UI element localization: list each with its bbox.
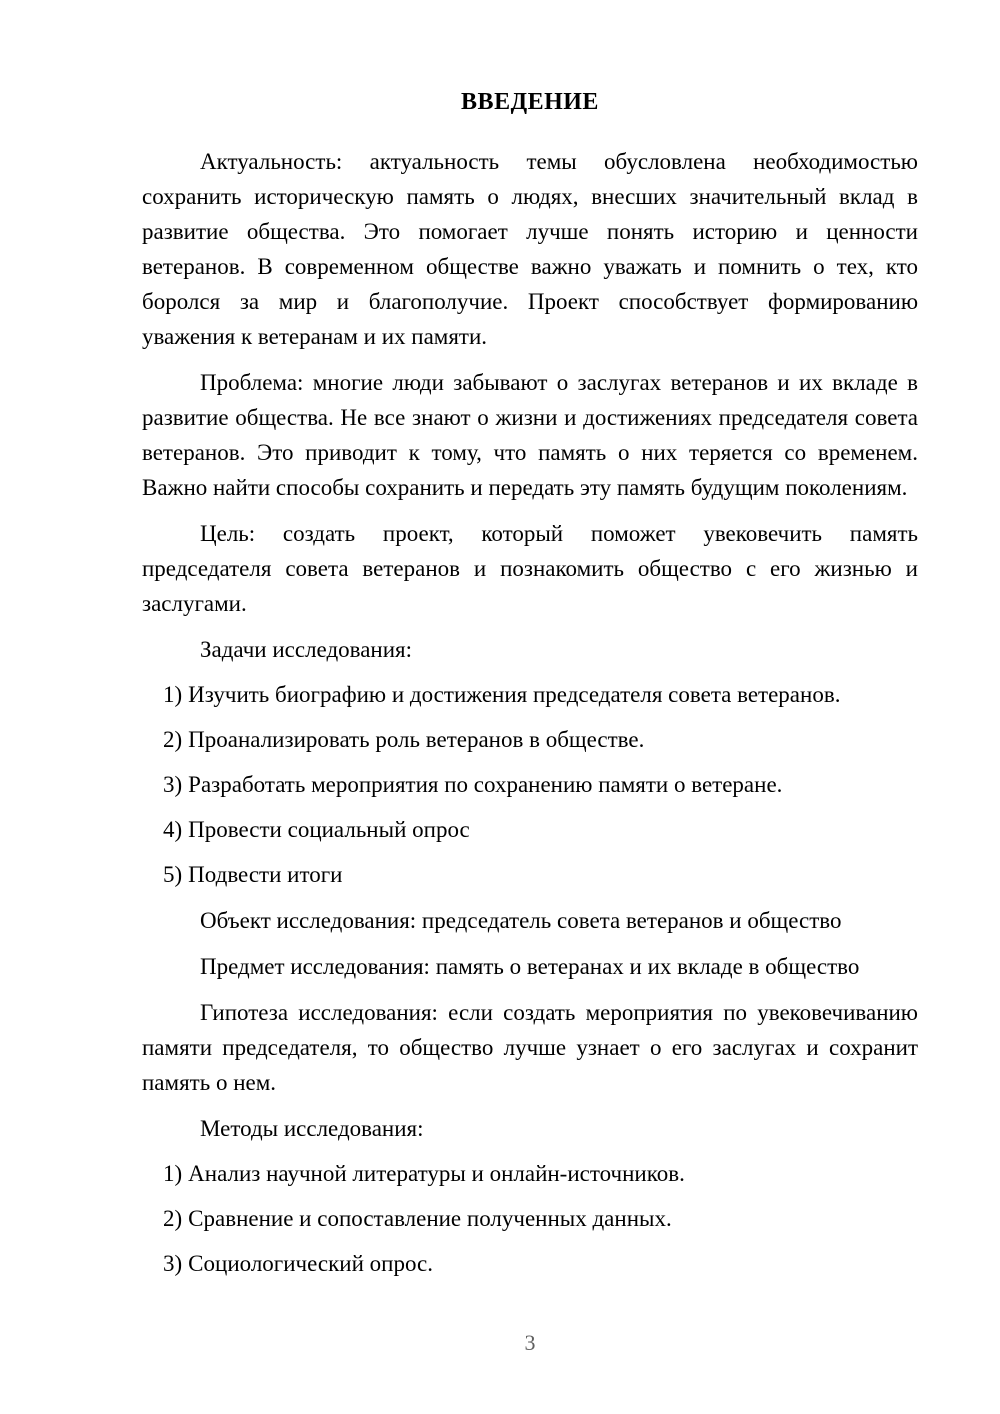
paragraph-subject: Предмет исследования: память о ветеранах и их вкладе в общество [200, 954, 860, 979]
paragraph-problem: Проблема: многие люди забывают о заслугах ветеранов и их вкладе в развитие общества. Не все знают о жизни и достижениях председателя совета ветеранов. Это приводит к тому, что память о них теряется со временем. Важно найти способы сохранить и передать эту память будущим поколениям. [142, 370, 918, 500]
task-item-text: Разработать мероприятия по сохранению памяти о ветеране. [188, 772, 783, 797]
methods-heading: Методы исследования: [200, 1116, 424, 1141]
method-item-number: 3) [163, 1251, 183, 1276]
paragraph-relevance: Актуальность: актуальность темы обусловлена необходимостью сохранить историческую память о людях, внесших значительный вклад в развитие общества. Это помогает лучше понять историю и ценности ветеранов. В современном обществе важно уважать и помнить о тех, кто боролся за мир и благополучие. Проект способствует формированию уважения к ветеранам и их памяти. [142, 149, 918, 349]
task-item [142, 722, 918, 757]
task-item [142, 767, 918, 802]
task-item [142, 677, 918, 712]
method-item-text: Социологический опрос. [188, 1251, 433, 1276]
task-item-number: 1) [163, 682, 183, 707]
method-item-number: 1) [163, 1161, 183, 1186]
method-item-number: 2) [163, 1206, 183, 1231]
task-item-number: 5) [163, 862, 183, 887]
method-item-text: Анализ научной литературы и онлайн-источников. [188, 1161, 685, 1186]
task-item [142, 857, 918, 892]
methods-list [142, 1156, 918, 1281]
task-item-text: Провести социальный опрос [188, 817, 470, 842]
method-item [142, 1201, 918, 1236]
method-item-text: Сравнение и сопоставление полученных данных. [188, 1206, 672, 1231]
paragraph-goal: Цель: создать проект, который поможет увековечить память председателя совета ветеранов и познакомить общество с его жизнью и заслугами. [142, 521, 918, 616]
page-title: ВВЕДЕНИЕ [461, 89, 599, 115]
task-item-text: Проанализировать роль ветеранов в обществе. [188, 727, 645, 752]
task-item-number: 3) [163, 772, 183, 797]
task-item-text: Подвести итоги [188, 862, 343, 887]
page-number: 3 [524, 1330, 536, 1355]
method-item [142, 1156, 918, 1191]
task-item-number: 2) [163, 727, 183, 752]
task-item [142, 812, 918, 847]
task-item-number: 4) [163, 817, 183, 842]
paragraph-object: Объект исследования: председатель совета ветеранов и общество [200, 908, 842, 933]
tasks-list [142, 677, 918, 892]
method-item [142, 1246, 918, 1281]
task-item-text: Изучить биографию и достижения председателя совета ветеранов. [188, 682, 841, 707]
tasks-heading: Задачи исследования: [200, 637, 413, 662]
paragraph-hypothesis: Гипотеза исследования: если создать мероприятия по увековечиванию памяти председателя, то общество лучше узнает о его заслугах и сохранит память о нем. [142, 1000, 918, 1095]
